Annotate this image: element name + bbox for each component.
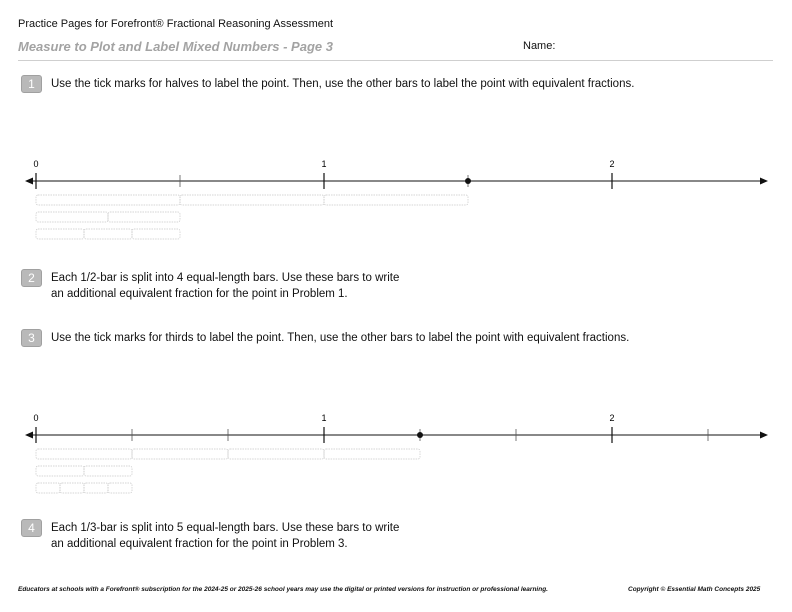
problem-2-line1: Each 1/2-bar is split into 4 equal-length bars. Use these bars to write [51, 272, 400, 284]
nl1-sixth-bar [132, 229, 180, 239]
nl2-twelfth-bar [84, 483, 108, 493]
problem-1-badge: 1 [21, 75, 42, 93]
nl2-twelfth-bar [60, 483, 84, 493]
nl1-quarter-bar [108, 212, 180, 222]
problem-3-text: Use the tick marks for thirds to label the point. Then, use the other bars to label the point with equivalent fractions. [51, 332, 630, 344]
nl1-quarter-bar [36, 212, 108, 222]
nl2-label-2: 2 [609, 413, 615, 423]
nl2-right-arrow [760, 432, 768, 439]
problem-1-text: Use the tick marks for halves to label the point. Then, use the other bars to label the point with equivalent fractions. [51, 78, 635, 90]
problem-2-line2: an additional equivalent fraction for the point in Problem 1. [51, 288, 348, 300]
nl2-twelfth-bar [108, 483, 132, 493]
number-line-1 [0, 150, 792, 250]
nl1-right-arrow [760, 178, 768, 185]
worksheet-subtitle: Measure to Plot and Label Mixed Numbers - Page 3 [18, 39, 333, 54]
name-label: Name: [523, 40, 556, 52]
nl2-sixth-bar [84, 466, 132, 476]
nl1-label-2: 2 [609, 159, 615, 169]
nl1-point [465, 178, 471, 184]
nl2-twelfth-bar [36, 483, 60, 493]
nl2-point [417, 432, 423, 438]
nl2-third-bar [132, 449, 228, 459]
worksheet-title: Practice Pages for Forefront® Fractional Reasoning Assessment [18, 18, 334, 30]
nl2-third-bar [228, 449, 324, 459]
problem-4-line1: Each 1/3-bar is split into 5 equal-length bars. Use these bars to write [51, 522, 400, 534]
nl1-left-arrow [25, 178, 33, 185]
nl1-half-bar [324, 195, 468, 205]
nl2-left-arrow [25, 432, 33, 439]
problem-3-badge: 3 [21, 329, 42, 347]
footer-license: Educators at schools with a Forefront® subscription for the 2024-25 or 2025-26 school years may use the digital or printed versions for instruction or professional learning. [18, 586, 548, 593]
nl2-third-bar [36, 449, 132, 459]
header-divider [18, 60, 773, 61]
problem-4-badge: 4 [21, 519, 42, 537]
nl1-label-0: 0 [33, 159, 39, 169]
footer-copyright: Copyright © Essential Math Concepts 2025 [628, 586, 761, 593]
nl2-sixth-bar [36, 466, 84, 476]
nl2-third-bar [324, 449, 420, 459]
nl1-half-bar [36, 195, 180, 205]
nl2-label-1: 1 [321, 413, 327, 423]
nl1-half-bar [180, 195, 324, 205]
nl1-sixth-bar [84, 229, 132, 239]
nl1-label-1: 1 [321, 159, 327, 169]
nl1-sixth-bar [36, 229, 84, 239]
problem-2-badge: 2 [21, 269, 42, 287]
nl2-label-0: 0 [33, 413, 39, 423]
number-line-2 [0, 404, 792, 504]
problem-4-line2: an additional equivalent fraction for the point in Problem 3. [51, 538, 348, 550]
